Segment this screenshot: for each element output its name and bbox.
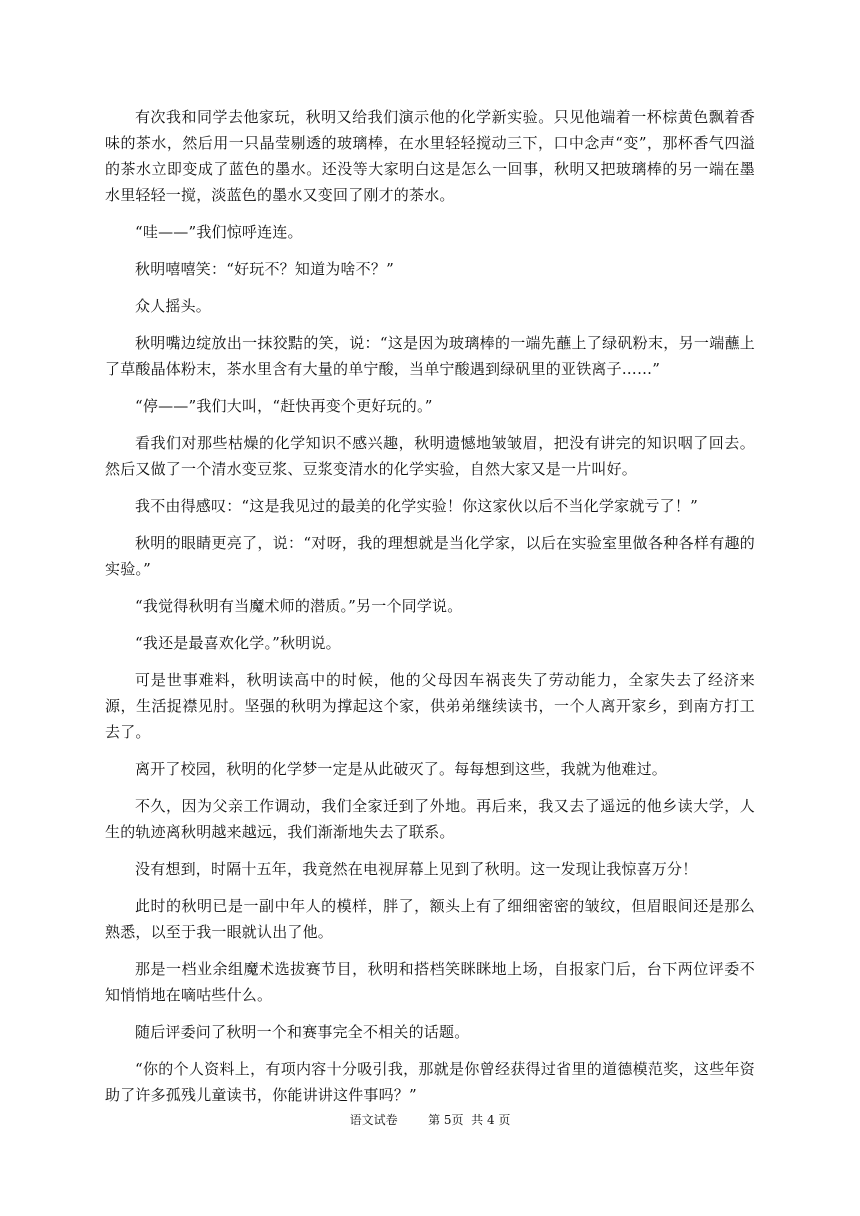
paragraph: “停——”我们大叫，“赶快再变个更好玩的。”: [135, 397, 433, 415]
paragraph: 秋明嘻嘻笑：“好玩不？知道为啥不？”: [135, 260, 394, 278]
paragraph: 秋明的眼睛更亮了，说：“对呀，我的理想就是当化学家，以后在实验室里做各种各样有趣的实验。”: [105, 534, 755, 578]
paragraph: 有次我和同学去他家玩，秋明又给我们演示他的化学新实验。只见他端着一杯棕黄色飘着香味的茶水，然后用一只晶莹剔透的玻璃棒，在水里轻轻搅动三下，口中念声“变”，那杯香气四溢的茶水立即变成了蓝色的墨水。还没等大家明白这是怎么一回事，秋明又把玻璃棒的另一端在墨水里轻轻一搅，淡蓝色的墨水又变回了刚才的茶水。: [105, 108, 755, 204]
paragraph: “我觉得秋明有当魔术师的潜质。”另一个同学说。: [135, 597, 463, 615]
article-body: [105, 104, 755, 1119]
paragraph: 秋明嘴边绽放出一抹狡黠的笑，说：“这是因为玻璃棒的一端先蘸上了绿矾粉末，另一端蘸上了草酸晶体粉末，茶水里含有大量的单宁酸，当单宁酸遇到绿矾里的亚铁离子……”: [105, 334, 755, 378]
paragraph: 我不由得感叹：“这是我见过的最美的化学实验！你这家伙以后不当化学家就亏了！”: [135, 497, 698, 515]
paragraph: 随后评委问了秋明一个和赛事完全不相关的话题。: [135, 1023, 470, 1041]
paragraph: “哇——”我们惊呼连连。: [135, 223, 303, 241]
paragraph: “我还是最喜欢化学。”秋明说。: [135, 634, 341, 652]
paragraph: 没有想到，时隔十五年，我竟然在电视屏幕上见到了秋明。这一发现让我惊喜万分！: [135, 860, 698, 878]
paragraph: 此时的秋明已是一副中年人的模样，胖了，额头上有了细细密密的皱纹，但眉眼间还是那么熟悉，以至于我一眼就认出了他。: [105, 897, 755, 941]
paragraph: 不久，因为父亲工作调动，我们全家迁到了外地。再后来，我又去了遥远的他乡读大学，人生的轨迹离秋明越来越远，我们渐渐地失去了联系。: [105, 797, 755, 841]
paragraph: 众人摇头。: [135, 297, 212, 315]
paragraph: 看我们对那些枯燥的化学知识不感兴趣，秋明遗憾地皱皱眉，把没有讲完的知识咽了回去。然后又做了一个清水变豆浆、豆浆变清水的化学实验，自然大家又是一片叫好。: [105, 434, 755, 478]
paragraph: 可是世事难料，秋明读高中的时候，他的父母因车祸丧失了劳动能力，全家失去了经济来源，生活捉襟见肘。坚强的秋明为撑起这个家，供弟弟继续读书，一个人离开家乡，到南方打工去了。: [105, 671, 755, 741]
page-footer: 语文试卷 第 5页 共 4 页: [349, 1113, 511, 1127]
paragraph: “你的个人资料上，有项内容十分吸引我，那就是你曾经获得过省里的道德模范奖，这些年资助了许多孤残儿童读书，你能讲讲这件事吗？”: [105, 1060, 755, 1104]
paragraph: 那是一档业余组魔术选拔赛节目，秋明和搭档笑眯眯地上场，自报家门后，台下两位评委不知悄悄地在嘀咕些什么。: [105, 960, 755, 1004]
paragraph: 离开了校园，秋明的化学梦一定是从此破灭了。每每想到这些，我就为他难过。: [135, 760, 668, 778]
